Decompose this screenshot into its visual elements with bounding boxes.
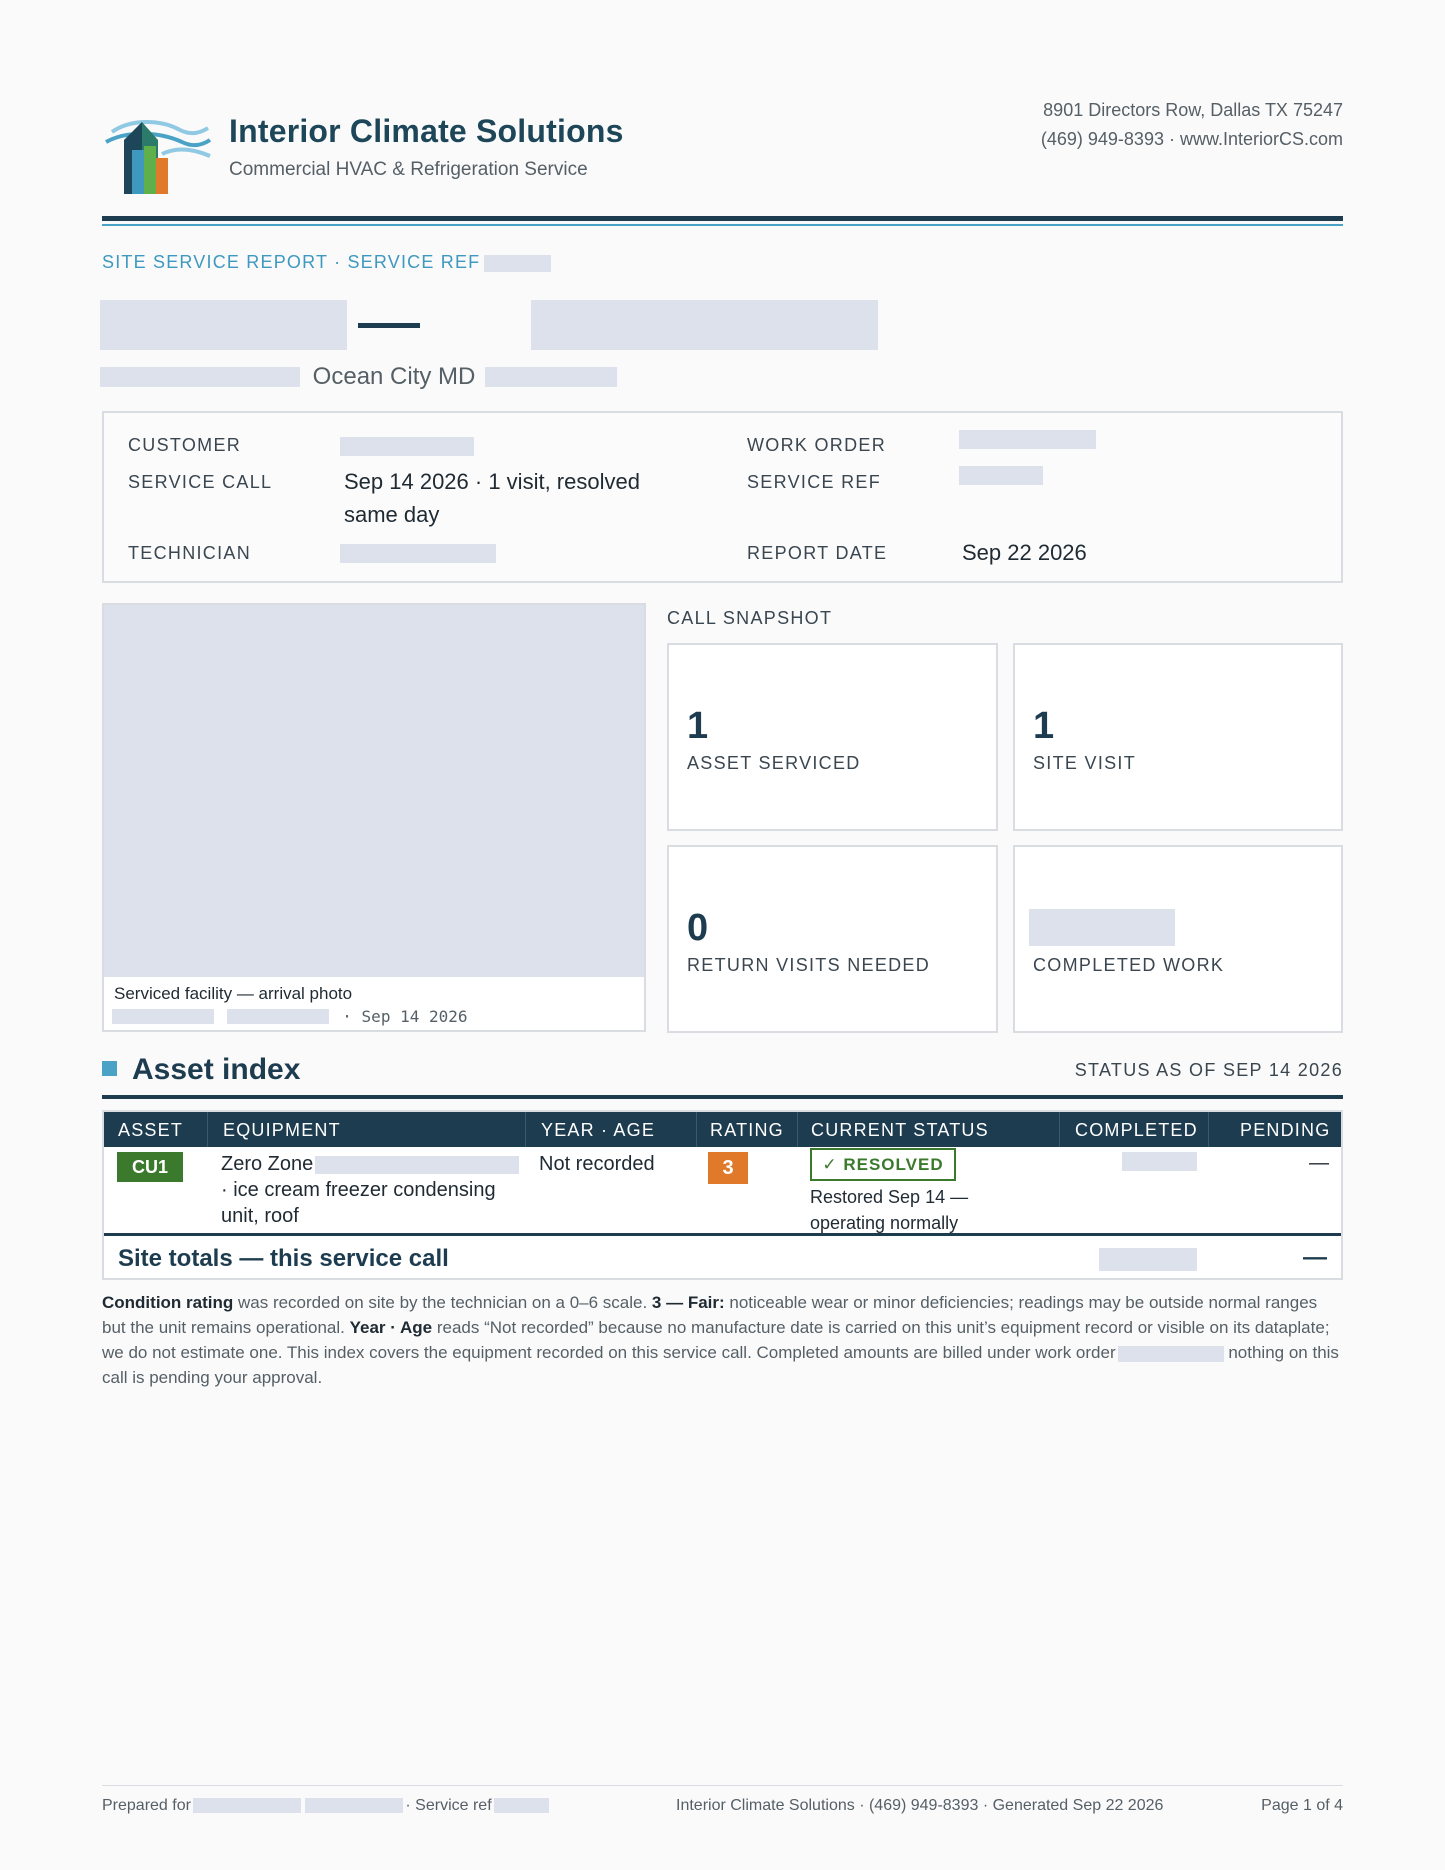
totals-pending: — [1303,1244,1327,1271]
header-rule-accent [102,224,1343,226]
redacted-completed-amount [1029,909,1175,946]
arrival-photo [104,605,644,977]
rating-badge: 3 [708,1152,748,1184]
report-kicker [102,252,551,273]
col-divider [696,1112,697,1147]
company-phone-web: (469) 949-8393 · www.InteriorCS.com [1040,129,1343,149]
footer-prepared-label: Prepared for [102,1797,191,1814]
stat-label: COMPLETED WORK [1033,955,1225,975]
redacted-customer [340,437,474,456]
note-text-3: reads “Not recorded” because no manufacture date is carried on this unit’s equipment record or visible on its dataplate; we do not estimate one. This index covers the equipment recorded on this service call. Completed amounts are billed under work order [102,1318,1330,1362]
col-pending: PENDING [1240,1120,1331,1140]
photo-date: · Sep 14 2026 [342,1007,468,1026]
company-logo-icon [102,110,214,194]
redacted-title-part-2 [531,300,878,350]
footer-page-number: Page 1 of 4 [1261,1797,1343,1814]
col-current-status: CURRENT STATUS [811,1120,989,1140]
stat-label: ASSET SERVICED [687,753,861,773]
pending-cell: — [1309,1152,1329,1174]
asset-index-title: Asset index [132,1053,301,1086]
redacted-photo-meta-1 [112,1009,214,1024]
stat-number: 0 [687,907,709,949]
asset-table [102,1110,1343,1280]
redacted-model [315,1156,519,1174]
table-header [104,1112,1341,1147]
totals-rule [104,1233,1341,1236]
note-term-year-age: Year · Age [349,1318,433,1337]
section-marker-icon [102,1061,117,1076]
asset-index-status-date: STATUS AS OF SEP 14 2026 [1074,1060,1343,1080]
service-ref-label: SERVICE REF [747,472,881,492]
customer-label: CUSTOMER [128,435,242,455]
asset-tag: CU1 [117,1152,183,1182]
redacted-photo-meta-2 [227,1009,329,1024]
col-completed: COMPLETED [1075,1120,1198,1140]
redacted-completed-cell [1122,1152,1197,1171]
redacted-title-part-1 [100,300,347,350]
redacted-zip [485,367,617,387]
photo-meta [112,1006,468,1026]
service-call-label: SERVICE CALL [128,472,273,492]
equipment-desc-2: unit, roof [221,1205,299,1227]
call-snapshot-label: CALL SNAPSHOT [667,608,833,628]
redacted-footer-customer [193,1798,301,1813]
footer-prepared-for [102,1797,549,1815]
equipment-make: Zero Zone [221,1153,314,1175]
title-dash [358,323,420,328]
equipment-desc-1: · ice cream freezer condensing [221,1179,496,1201]
footer-service-ref-label: · Service ref [405,1797,492,1814]
note-text-2: noticeable wear or minor deficiencies; readings may be outside normal ranges but the unit remains operational. [102,1293,1318,1337]
report-kicker-text: SITE SERVICE REPORT · SERVICE REF [102,252,481,272]
work-order-label: WORK ORDER [747,435,886,455]
status-note [810,1184,968,1236]
status-note-line-2: operating normally [810,1213,959,1233]
col-equipment: EQUIPMENT [223,1120,341,1140]
contact-block [1041,96,1343,154]
redacted-work-order-ref [1118,1346,1224,1362]
stat-card-visits [1013,643,1343,831]
service-call-value: Sep 14 2026 · 1 visit, resolved same day [344,469,640,527]
report-date-value: Sep 22 2026 [962,540,1087,565]
site-city: Ocean City MD [312,362,476,390]
brand-block [229,113,624,181]
status-note-line-1: Restored Sep 14 — [810,1187,969,1207]
report-date-label: REPORT DATE [747,543,888,563]
note-term-fair: 3 — Fair: [651,1293,725,1312]
note-text-4: nothing on this call is pending your approval. [102,1343,1339,1387]
stat-label: SITE VISIT [1033,753,1137,773]
stat-number: 1 [1033,705,1055,747]
redacted-street [100,367,300,387]
stat-card-assets [667,643,998,831]
stat-label: RETURN VISITS NEEDED [687,955,931,975]
header-rule [102,216,1343,221]
footer-center: Interior Climate Solutions · (469) 949-8393 · Generated Sep 22 2026 [676,1797,1164,1814]
company-tagline: Commercial HVAC & Refrigeration Service [229,159,588,180]
col-divider [207,1112,208,1147]
photo-caption: Serviced facility — arrival photo [114,984,353,1003]
technician-label: TECHNICIAN [128,543,252,563]
footer-rule [102,1785,1343,1786]
status-badge: ✓ RESOLVED [810,1148,956,1181]
redacted-footer-site [305,1798,403,1813]
col-divider [525,1112,526,1147]
col-divider [1208,1112,1209,1147]
year-age-cell: Not recorded [539,1153,655,1175]
section-rule [102,1095,1343,1099]
col-year-age: YEAR · AGE [541,1120,656,1140]
site-location [100,362,617,390]
note-term-rating: Condition rating [102,1293,234,1312]
col-divider [797,1112,798,1147]
equipment-cell [221,1151,521,1229]
redacted-totals-completed [1099,1248,1197,1271]
redacted-service-ref-value [959,466,1043,485]
arrival-photo-card [102,603,646,1032]
redacted-footer-ref [494,1798,549,1813]
stat-number: 1 [687,705,709,747]
stat-card-completed-work [1013,845,1343,1033]
info-box [102,411,1343,583]
redacted-service-ref [484,255,551,272]
redacted-work-order [959,430,1096,449]
redacted-technician [340,544,496,563]
totals-label: Site totals — this service call [118,1245,449,1272]
note-text-1: was recorded on site by the technician on a 0–6 scale. [233,1293,652,1312]
col-rating: RATING [710,1120,784,1140]
col-asset: ASSET [118,1120,184,1140]
rating-notes [102,1290,1343,1390]
stat-card-return-visits [667,845,998,1033]
company-name: Interior Climate Solutions [229,113,624,149]
company-address: 8901 Directors Row, Dallas TX 75247 [1043,100,1343,120]
report-page [102,0,1343,1870]
col-divider [1059,1112,1060,1147]
